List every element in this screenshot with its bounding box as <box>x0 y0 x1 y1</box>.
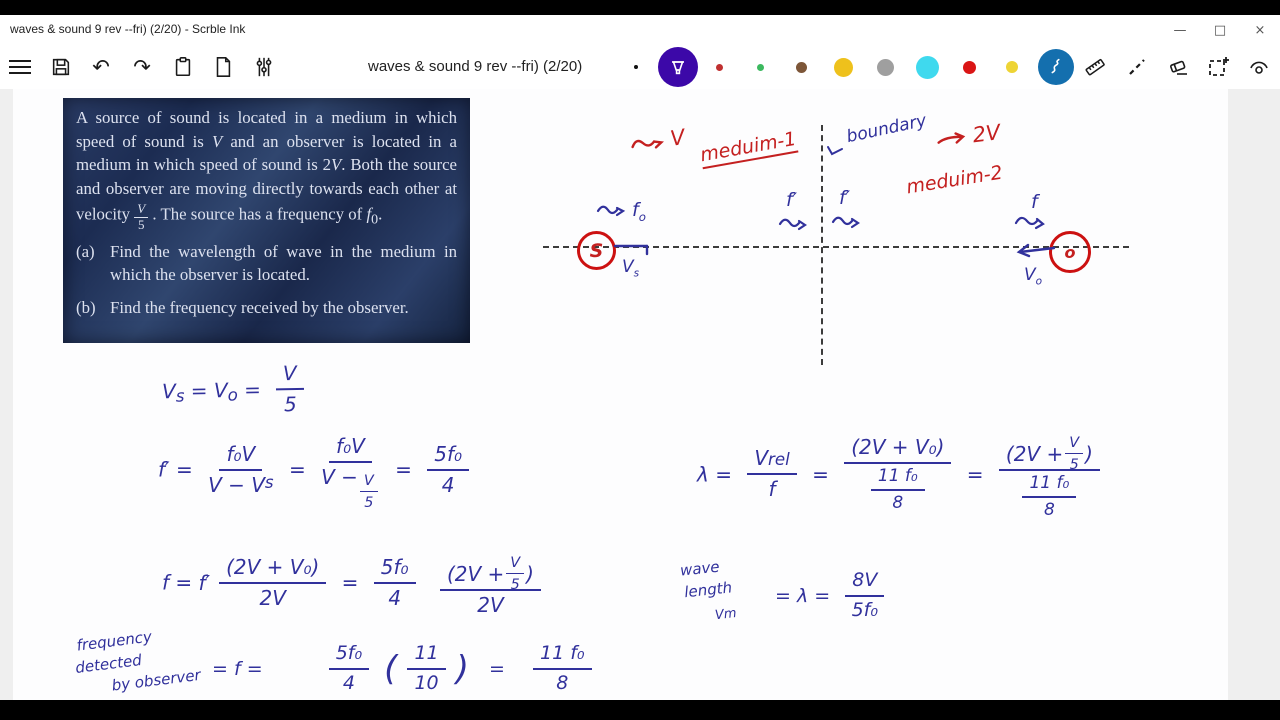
hw-vo-label: $V_o$ <box>1024 265 1043 288</box>
squiggle-arrow-icon <box>596 204 626 217</box>
squiggle-tool-button[interactable] <box>1038 49 1074 85</box>
maximize-button[interactable]: □ <box>1200 15 1240 45</box>
hw-vs-label: $V_s$ <box>622 257 640 280</box>
dashed-line-tool-button[interactable] <box>1125 55 1149 79</box>
eraser-button[interactable] <box>1166 55 1190 79</box>
save-button[interactable] <box>49 55 73 79</box>
equation-frequency-result: frequency detected by observer = f = $\frac{\text{5f₀}}{4}$ ( $\frac{11}{10}$ ) = $\frac{\text{11 f₀}}{8}$ <box>76 629 601 709</box>
color-swatch-cyan[interactable] <box>916 56 939 79</box>
new-page-icon <box>212 56 234 78</box>
color-swatch-brown[interactable] <box>796 62 807 73</box>
equation-lambda: λ = V rel f = $\frac{\text{(2V + V₀)}}{\frac{\text{11 f₀}}{8}}$ = (2V + $\frac{V}{5}$ ) $\frac{\text{11 f₀}}{8}$ <box>697 427 1109 522</box>
equation-f-prime: f′ = f₀V V − V s = f₀V V − $\frac{V}{5}$ = $\frac{\text{5f₀}}{4}$ <box>158 434 478 505</box>
redo-icon: ↷ <box>133 54 151 79</box>
clipboard-icon <box>172 56 194 78</box>
color-swatch-red[interactable] <box>963 61 976 74</box>
hw-medium1-label: meduim-1 <box>699 128 799 169</box>
canvas-area <box>0 89 1280 700</box>
arrow-icon <box>936 130 967 148</box>
hw-medium2-label: meduim-2 <box>904 161 1005 199</box>
observer-velocity-arrow <box>1012 241 1056 261</box>
sliders-icon <box>253 56 275 78</box>
redo-button[interactable] <box>130 55 154 79</box>
problem-paragraph: A source of sound is located in a medium in which speed of sound is V and an observer is located in a medium in which speed of sound is 2V. Both the source and observer are moving directly towards each other at velocity $\frac{V}{5}$ . The source has a frequency of $f_0$. <box>76 108 457 232</box>
hw-wavelength-words: wave length Vm <box>679 557 738 624</box>
top-black-bar <box>0 0 1280 15</box>
hamburger-icon <box>9 60 31 74</box>
dashed-line-icon <box>1125 55 1149 79</box>
source-label: S <box>589 239 604 262</box>
hw-boundary-label: boundary <box>844 110 929 148</box>
hw-fprime-left: f′ <box>786 189 798 211</box>
source-circle <box>577 231 616 270</box>
squiggle-arrow-icon <box>778 217 808 231</box>
hw-velocity-2v: 2V <box>935 120 1002 152</box>
hw-velocity-v: V <box>628 125 686 157</box>
hw-frequency-words: frequency detected by observer <box>74 627 202 695</box>
settings-button[interactable] <box>252 55 276 79</box>
source-velocity-arrow <box>613 239 655 257</box>
color-swatch-dark-red[interactable] <box>716 64 723 71</box>
problem-item-a: (a) Find the wavelength of wave in the medium in which the observer is located. <box>76 241 457 285</box>
equation-wavelength-result: wave length Vm = λ = $\frac{8V}{\text{5f₀}}$ <box>683 557 893 635</box>
ruler-icon <box>1083 55 1107 79</box>
ruler-button[interactable] <box>1083 55 1107 79</box>
equation-vs-vo: $V_s = V_o$ = $\frac{V}{5}$ <box>162 361 314 420</box>
laser-pointer-icon <box>1247 55 1271 79</box>
menu-button[interactable] <box>8 55 32 79</box>
pen-tool-button[interactable] <box>658 47 698 87</box>
save-icon <box>50 56 72 78</box>
squiggle-arrow-icon <box>831 215 861 229</box>
equation-f-received: f = f′ $\frac{\text{(2V + V₀)}}{2V}$ = $\frac{\text{5f₀}}{4}$ (2V + $\frac{V}{5}$ ) 2V <box>162 547 550 618</box>
window-title: waves & sound 9 rev --fri) (2/20) - Scrble Ink <box>10 22 246 36</box>
toolbar <box>0 45 1280 90</box>
title-bar <box>0 15 1280 45</box>
problem-item-b: (b) Find the frequency received by the observer. <box>76 297 409 317</box>
squiggle-arrow-icon <box>1014 215 1046 231</box>
close-button[interactable]: × <box>1240 15 1280 45</box>
hw-f-right: f <box>1031 191 1038 213</box>
color-swatch-yellow[interactable] <box>1006 61 1018 73</box>
bottom-black-bar <box>0 700 1280 720</box>
boundary-tick-icon <box>826 145 844 157</box>
observer-label: o <box>1064 242 1076 262</box>
undo-icon: ↶ <box>92 54 110 79</box>
velocity-fraction: $\frac{V}{5}$ <box>134 202 148 233</box>
color-swatch-gold[interactable] <box>834 58 853 77</box>
new-page-button[interactable] <box>211 55 235 79</box>
squiggle-arrow-icon <box>629 134 665 153</box>
hw-fprime-right: f′ <box>839 187 851 209</box>
problem-image <box>63 98 470 343</box>
selection-rect-icon <box>1206 55 1230 79</box>
stroke-size-dot[interactable] <box>634 65 638 69</box>
eraser-icon <box>1166 55 1190 79</box>
diagram-boundary-line <box>821 125 823 365</box>
document-title: waves & sound 9 rev --fri) (2/20) <box>368 58 583 75</box>
window-controls <box>1160 15 1280 45</box>
minimize-button[interactable]: — <box>1160 15 1200 45</box>
undo-button[interactable] <box>89 55 113 79</box>
laser-pointer-button[interactable] <box>1247 55 1271 79</box>
color-swatch-gray[interactable] <box>877 59 894 76</box>
select-button[interactable] <box>1206 55 1230 79</box>
hw-f0-label: $f_o$ <box>596 199 646 224</box>
paste-button[interactable] <box>171 55 195 79</box>
marker-pen-icon <box>666 55 690 79</box>
color-swatch-green[interactable] <box>757 64 764 71</box>
squiggle-icon <box>1045 56 1067 78</box>
